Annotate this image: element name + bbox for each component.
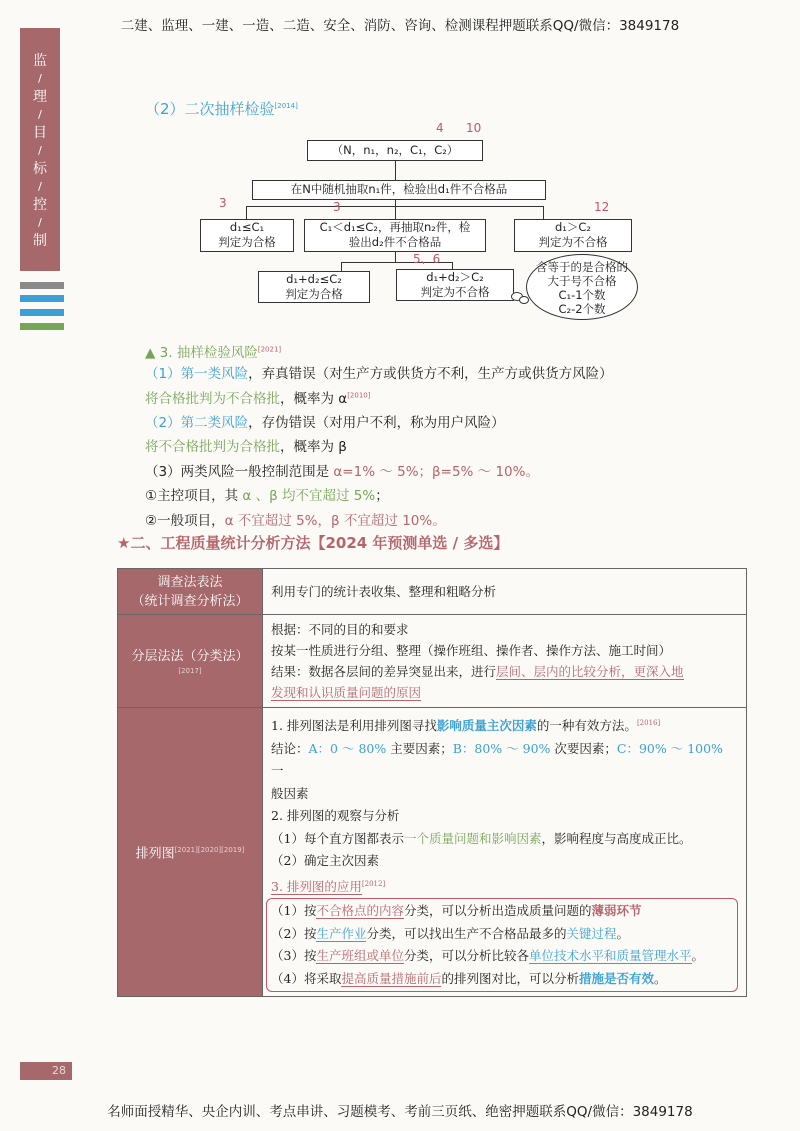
year-tag: [2012] — [361, 879, 386, 888]
flow-box-pass-2 — [258, 271, 370, 303]
flow-box-resample — [304, 219, 486, 252]
year-tag: [2016] — [636, 719, 661, 727]
sidebar-char: 目 — [33, 125, 47, 141]
risk-text: ，概率为 α — [280, 391, 348, 407]
risk-text: ，弃真错误（对生产方或供货方不利，生产方或供货方风险） — [248, 366, 613, 382]
flow-note-bubble — [526, 254, 638, 320]
sidebar-char: 标 — [33, 161, 47, 177]
risk-line-1 — [145, 362, 613, 382]
annotation-number: 10 — [466, 121, 482, 135]
flow-connector — [543, 206, 544, 220]
risk-label: 将不合格批判为合格批 — [145, 439, 280, 455]
table-emphasis: 提高质量措施前后 — [341, 970, 442, 986]
table-emphasis: 一个质量问题和影响因素 — [403, 830, 542, 846]
risk-text: ，存伪错误（对用户不利，称为用户风险） — [248, 415, 505, 431]
flow-note-text: C₁-1个数 — [558, 288, 606, 302]
chapter-sidebar — [20, 28, 60, 271]
page-footer: 名师面授精华、央企内训、考点串讲、习题模考、考前三页纸、绝密押题联系QQ/微信：3849178 — [107, 1104, 693, 1120]
table-text: 主要因素； — [386, 740, 453, 756]
table-text: （3）按 — [271, 948, 317, 964]
risk-line-3 — [145, 411, 505, 431]
table-text: 按某一性质进行分组、整理（操作班组、操作者、操作方法、施工时间） — [271, 643, 672, 658]
stripe-green — [20, 323, 64, 330]
table-text: 次要因素； — [550, 740, 617, 756]
stripe-gray — [20, 282, 64, 289]
table-text: 分类，可以分析比较各 — [403, 948, 529, 964]
sidebar-char: 监 — [33, 53, 47, 69]
risk-text: ①主控项目，其 — [145, 488, 243, 504]
table-emphasis: 单位技术水平和质量管理水平 — [528, 948, 692, 964]
risk-value: α=1% ～ 5%；β=5% ～ 10%。 — [333, 464, 539, 480]
flow-text: C₁＜d₁≤C₂，再抽取n₂件，检 — [319, 220, 471, 234]
year-tag: [2010] — [347, 391, 371, 400]
table-text: 分类，可以分析出造成质量问题的 — [403, 903, 592, 919]
table-content-cell: 利用专门的统计表收集、整理和粗略分析 — [263, 569, 747, 615]
table-emphasis: 措施是否有效 — [578, 970, 654, 986]
flow-note-text: 大于号不合格 — [547, 274, 617, 288]
flow-box-sample: 在N中随机抽取n₁件，检验出d₁件不合格品 — [252, 180, 546, 200]
stripe-blue — [20, 295, 64, 302]
year-tag: [2017] — [178, 666, 202, 675]
table-row — [118, 615, 747, 708]
flow-text: d₁＞C₂ — [554, 220, 592, 234]
year-tag: [2021] — [257, 345, 282, 354]
table-text: 分类，可以找出生产不合格品最多的 — [366, 925, 567, 941]
flow-box-pass — [200, 219, 294, 252]
table-emphasis: A：0 ～ 80% — [308, 740, 387, 756]
risk-text: ②一般项目， — [145, 513, 225, 529]
stripe-blue — [20, 309, 64, 316]
bubble-tail — [519, 296, 529, 304]
flow-box-fail — [514, 219, 632, 252]
risk-line-5 — [145, 460, 539, 480]
table-text: 2. 排列图的观察与分析 — [271, 808, 400, 824]
flow-note-text: 含等于的是合格的 — [536, 260, 628, 274]
table-text: （2）确定主次因素 — [271, 853, 379, 869]
flow-text: d₁≤C₁ — [229, 220, 265, 234]
table-text: 的排列图对比，可以分析 — [441, 970, 579, 986]
table-head-text: 分层法法（分类法） — [131, 648, 249, 664]
table-text: ，影响程度与高度成正比。 — [541, 830, 692, 846]
annotation-number: 12 — [594, 200, 610, 214]
table-head-text: 排列图 — [135, 846, 175, 862]
flow-connector — [395, 161, 396, 181]
table-text: 的一种有效方法。 — [536, 718, 637, 734]
table-emphasis: 关键过程 — [566, 925, 617, 941]
risk-title — [145, 341, 281, 361]
risk-line-4 — [145, 435, 347, 455]
table-text: 。 — [691, 948, 705, 964]
table-emphasis: 生产班组或单位 — [316, 948, 404, 964]
table-text: （2）按 — [271, 925, 317, 941]
table-emphasis: 不合格点的内容 — [316, 903, 404, 919]
sidebar-label: 监 / 理 / 目 / 标 / 控 / 制 — [20, 52, 60, 250]
table-emphasis: 发现和认识质量问题的原因 — [271, 685, 422, 700]
table-content-cell — [263, 615, 747, 708]
section-title-text: （2）二次抽样检验 — [145, 100, 275, 118]
table-emphasis: 层间、层内的比较分析，更深入地 — [496, 664, 684, 679]
flow-text: 判定为合格 — [285, 287, 343, 301]
table-text: 。 — [616, 925, 630, 941]
table-emphasis: 影响质量主次因素 — [436, 718, 537, 734]
methods-table — [117, 568, 747, 997]
risk-value: α 、β 均不宜超过 5% — [242, 488, 376, 504]
table-head-text: 调查法表法 — [157, 574, 223, 590]
table-row — [118, 708, 747, 997]
flow-note-text: C₂-2个数 — [558, 302, 606, 316]
sidebar-char: 制 — [33, 233, 47, 249]
table-emphasis: 3. 排列图的应用 — [271, 878, 362, 894]
table-head-cell — [118, 708, 263, 997]
annotation-number: 3 — [333, 200, 341, 214]
table-text: 根据：不同的目的和要求 — [271, 622, 409, 637]
flow-box-params: （N，n₁，n₂，C₁，C₂） — [307, 140, 483, 161]
table-text: （4）将采取 — [271, 970, 342, 986]
table-text: （1）按 — [271, 903, 317, 919]
table-content-cell — [263, 708, 747, 997]
table-text: 般因素 — [271, 785, 309, 801]
table-emphasis: 薄弱环节 — [591, 903, 642, 919]
risk-text: （3）两类风险一般控制范围是 — [145, 464, 334, 480]
risk-line-6 — [145, 484, 389, 504]
table-emphasis: C：90% ～ 100% — [616, 740, 723, 756]
flow-connector — [246, 206, 247, 220]
risk-line-2 — [145, 387, 370, 407]
flow-box-fail-2 — [396, 269, 514, 301]
risk-title-text: ▲ 3. 抽样检验风险 — [145, 345, 258, 361]
flow-text: 验出d₂件不合格品 — [348, 235, 442, 249]
section-title — [145, 98, 298, 119]
table-head-cell — [118, 569, 263, 615]
table-text: 结论： — [271, 740, 309, 756]
table-text: 。 — [654, 970, 667, 986]
table-text: 1. 排列图法是利用排列图寻找 — [271, 718, 437, 734]
sidebar-char: 控 — [33, 197, 47, 213]
table-text: 一 — [271, 763, 284, 779]
table-text: 结果：数据各层间的差异突显出来，进行 — [271, 664, 497, 679]
table-head-text: （统计调查分析法） — [131, 593, 249, 609]
risk-label: （1）第一类风险 — [145, 366, 249, 382]
page-header: 二建、监理、一建、一造、二造、安全、消防、咨询、检测课程押题联系QQ/微信：3849178 — [120, 18, 680, 34]
risk-label: （2）第二类风险 — [145, 415, 249, 431]
year-tag: [2014] — [274, 102, 298, 110]
risk-label: 将合格批判为不合格批 — [145, 391, 280, 407]
table-text: （1）每个直方图都表示 — [271, 830, 404, 846]
flow-connector — [395, 206, 396, 220]
risk-text: ； — [375, 488, 389, 504]
flow-text: d₁+d₂＞C₂ — [426, 270, 484, 284]
table-emphasis: 生产作业 — [316, 925, 367, 941]
section2-title: ★二、工程质量统计分析方法【2024 年预测单选 / 多选】 — [117, 534, 509, 552]
flow-text: 判定为不合格 — [420, 285, 490, 299]
application-list — [266, 898, 738, 992]
table-head-cell — [118, 615, 263, 708]
flow-text: 判定为不合格 — [538, 235, 608, 249]
annotation-number: 4 — [436, 121, 444, 135]
table-row — [118, 569, 747, 615]
risk-line-7 — [145, 509, 446, 529]
year-tag: [2021][2020][2019] — [174, 845, 245, 854]
flow-text: 判定为合格 — [218, 235, 276, 249]
flow-text: d₁+d₂≤C₂ — [286, 272, 342, 286]
annotation-number: 5、6 — [413, 252, 441, 266]
sidebar-char: 理 — [33, 89, 47, 105]
page-number: 28 — [20, 1062, 72, 1080]
risk-text: ，概率为 β — [280, 439, 347, 455]
table-emphasis: B：80% ～ 90% — [452, 740, 551, 756]
annotation-number: 3 — [219, 196, 227, 210]
risk-value: α 不宜超过 5%，β 不宜超过 10%。 — [224, 513, 446, 529]
